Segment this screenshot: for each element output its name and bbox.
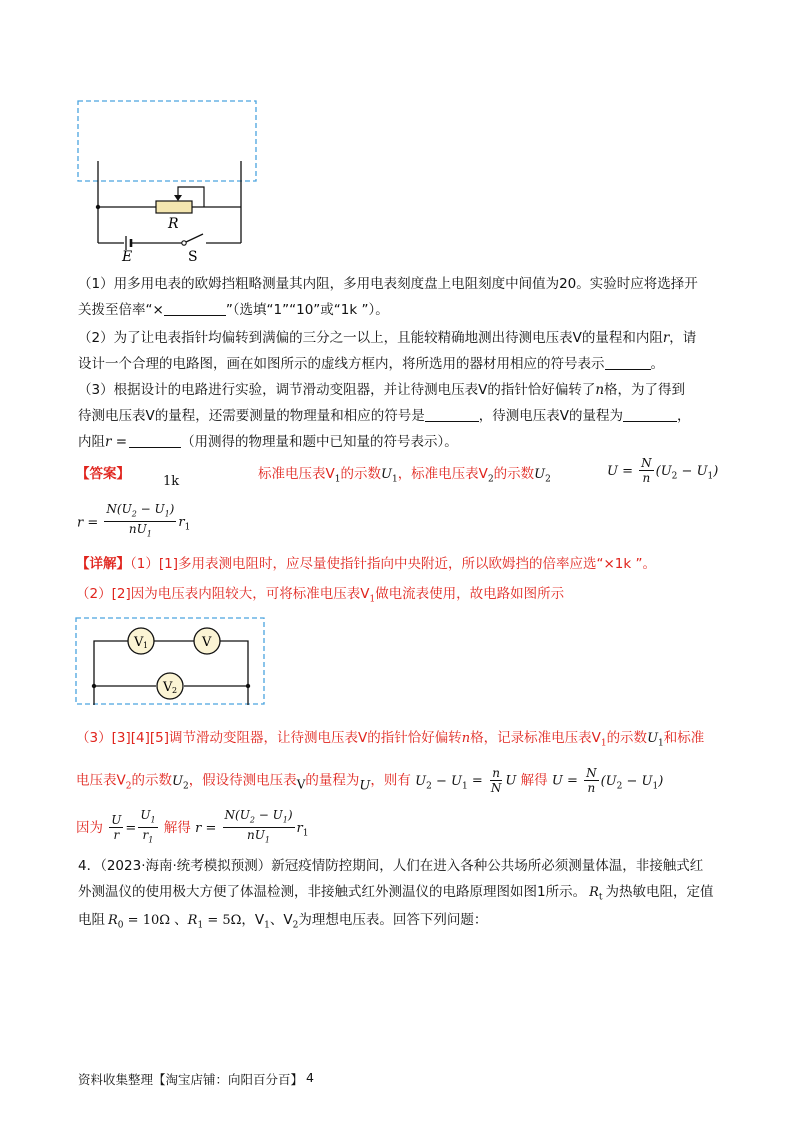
q4-line3: 电阻 $R_0 = 10\Omega$ 、$R_1 = 5\Omega$，$V_1$、$V_2$为理想电压表。回答下列问题： — [78, 912, 488, 931]
detail-p4: 电压表$V_2$的示数$U_2$，假设待测电压表V的量程为U，则有 $U_2 - U_1$ = $\frac{n}{N}$ U 解得 U = $\frac{N}{n}$ $(U_2 - U_1)$ — [76, 766, 664, 795]
circuit-diagram-2 — [74, 615, 274, 710]
slider-arrow — [174, 195, 182, 201]
q4-line1: 4．（2023·海南·统考模拟预测）新冠疫情防控期间，人们在进入各种公共场所必须测量体温，非接触式红 — [78, 858, 704, 874]
q4-line2: 外测温仪的使用极大方便了体温检测，非接触式红外测温仪的电路原理图如图1所示。 $R_t$ 为热敏电阻，定值 — [78, 884, 714, 903]
detail-p2: （2）[2]因为电压表内阻较大，可将标准电压表$V_1$做电流表使用，故电路如图所示 — [76, 586, 565, 605]
answer-blank[interactable] — [164, 301, 226, 316]
detail-p5: 因为 $\frac{U}{r}$ = $\frac{U_1}{r_1}$ 解得 r = $\frac{N(U_2 - U_1)}{nU_1}$ $r_1$ — [76, 808, 309, 845]
answer-2: 标准电压表$V_1$的示数$U_1$，标准电压表$V_2$的示数$U_2$ — [258, 466, 551, 485]
dashed-box — [78, 101, 256, 181]
svg-text:2: 2 — [172, 686, 178, 695]
svg-text:V: V — [202, 635, 212, 650]
svg-text:V: V — [134, 635, 144, 650]
svg-text:1: 1 — [143, 641, 149, 650]
svg-text:V: V — [163, 680, 173, 695]
answer-1: 1k — [163, 474, 180, 489]
answer-formula-resistance: r = $\frac{N(U_2 - U_1)}{nU_1}$ $r_1$ — [77, 502, 191, 539]
voltmeter-v2-icon — [157, 673, 183, 699]
voltmeter-v1-icon — [128, 628, 154, 654]
answer-blank[interactable] — [605, 355, 651, 370]
label-r: R — [168, 216, 179, 232]
detail-p3: （3）[3][4][5]调节滑动变阻器，让待测电压表V的指针恰好偏转n格，记录标准电压表$V_1$的示数$U_1$和标准 — [76, 730, 705, 749]
detail-p1: 【详解】（1）[1]多用表测电阻时，应尽量使指针指向中央附近，所以欧姆挡的倍率应选“×1k ”。 — [76, 556, 656, 572]
answer-formula-range: U = $\frac{N}{n}$ $(U_2 - U_1)$ — [607, 456, 719, 485]
answer-tag: 【答案】 — [76, 466, 130, 482]
q3-line1: （3）根据设计的电路进行实验，调节滑动变阻器，并让待测电压表V的指针恰好偏转了n格，为了得到 — [78, 382, 686, 398]
circuit-diagram-1 — [70, 95, 270, 265]
q1-line1: （1）用多用电表的欧姆挡粗略测量其内阻，多用电表刻度盘上电阻刻度中间值为20。实验时应将选择开 — [78, 276, 698, 292]
q3-line2: 待测电压表V的量程，还需要测量的物理量和相应的符号是 ，待测电压表V的量程为 ， — [78, 408, 691, 424]
footer-text: 资料收集整理【淘宝店铺：向阳百分百】 — [78, 1072, 304, 1087]
voltmeter-v-icon — [194, 628, 220, 654]
answer-blank[interactable] — [129, 433, 181, 448]
rheostat — [156, 201, 192, 213]
page-number: 4 — [306, 1070, 314, 1085]
label-s: S — [188, 249, 198, 265]
q2-line2: 设计一个合理的电路图，画在如图所示的虚线方框内，将所选用的器材用相应的符号表示 。 — [78, 356, 664, 372]
answer-blank[interactable] — [425, 407, 479, 422]
answer-blank[interactable] — [623, 407, 677, 422]
label-e: E — [122, 249, 133, 265]
q3-line3: 内阻r = （用测得的物理量和题中已知量的符号表示）。 — [78, 434, 458, 450]
q2-line1: （2）为了让电表指针均偏转到满偏的三分之一以上，且能较精确地测出待测电压表V的量程和内阻r，请 — [78, 330, 697, 346]
q1-line2: 关拨至倍率“× ”（选填“1”“10”或“1k ”）。 — [78, 302, 389, 318]
